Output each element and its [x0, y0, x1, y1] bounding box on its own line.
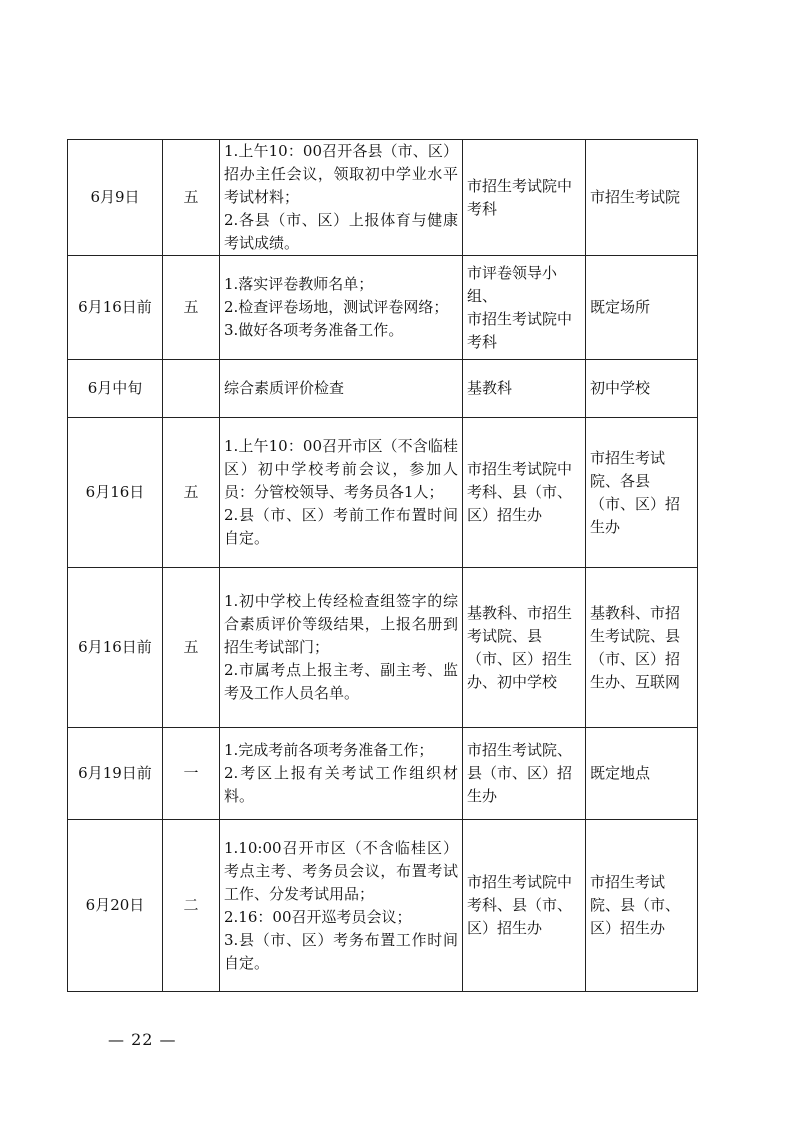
responsible-line: 基教科、市招生考试院、县（市、区）招生办、初中学校 [467, 603, 573, 691]
location-cell [586, 418, 698, 568]
weekday-cell: 五 [163, 418, 220, 568]
location-line: 市招生考试院、各县（市、区）招生办 [590, 448, 681, 536]
task-line: 1.10:00召开市区（不含临桂区）考点主考、考务员会议，布置考试工作、分发考试用品； [224, 838, 458, 903]
responsible-line: 基教科 [467, 379, 513, 397]
date-cell: 6月16日 [68, 418, 163, 568]
task-line: 3.做好各项考务准备工作。 [224, 321, 404, 339]
task-line: 2.各县（市、区）上报体育与健康考试成绩。 [224, 211, 458, 252]
location-line: 基教科、市招生考试院、县（市、区）招生办、互联网 [590, 603, 681, 691]
responsible-cell [463, 360, 586, 418]
responsible-cell [463, 728, 586, 820]
task-line: 1.上午10：00召开市区（不含临桂区）初中学校考前会议，参加人员：分管校领导、考务员各1人； [224, 437, 458, 501]
date-cell: 6月中旬 [68, 360, 163, 418]
task-line: 1.初中学校上传经检查组签字的综合素质评价等级结果，上报名册到招生考试部门； [224, 592, 458, 656]
task-line: 2.检查评卷场地，测试评卷网络； [224, 298, 449, 316]
responsible-line: 市招生考试院中考科、县（市、区）招生办 [467, 460, 573, 524]
task-line: 3.县（市、区）考务布置工作时间自定。 [224, 930, 458, 972]
task-cell [220, 418, 463, 568]
task-line: 1.上午10：00召开各县（市、区）招办主任会议，领取初中学业水平考试材料； [224, 142, 458, 206]
responsible-cell [463, 256, 586, 360]
schedule-table [67, 139, 698, 992]
task-line: 2.考区上报有关考试工作组织材料。 [224, 764, 458, 805]
task-line: 2.16：00召开巡考员会议； [224, 907, 412, 926]
task-line: 2.县（市、区）考前工作布置时间自定。 [224, 506, 458, 547]
schedule-body [68, 140, 698, 992]
table-row [68, 728, 698, 820]
responsible-cell [463, 820, 586, 992]
weekday-cell [163, 360, 220, 418]
location-cell [586, 140, 698, 256]
weekday-cell: 五 [163, 256, 220, 360]
table-row [68, 568, 698, 728]
responsible-line: 市招生考试院中考科 [467, 309, 573, 351]
responsible-line: 市招生考试院中考科、县（市、区）招生办 [467, 873, 573, 937]
location-line: 既定地点 [590, 764, 651, 782]
weekday-cell: 五 [163, 568, 220, 728]
location-line: 初中学校 [590, 379, 651, 397]
date-cell: 6月20日 [68, 820, 163, 992]
responsible-cell [463, 140, 586, 256]
location-cell [586, 256, 698, 360]
responsible-line: 市招生考试院、 [467, 741, 573, 759]
task-cell [220, 140, 463, 256]
page-number: — 22 — [108, 1030, 177, 1049]
responsible-cell [463, 568, 586, 728]
table-row [68, 820, 698, 992]
table-row [68, 140, 698, 256]
responsible-cell [463, 418, 586, 568]
task-line: 2.市属考点上报主考、副主考、监考及工作人员名单。 [224, 661, 458, 702]
weekday-cell: 二 [163, 820, 220, 992]
task-line: 1.落实评卷教师名单； [224, 275, 374, 293]
location-line: 既定场所 [590, 298, 651, 316]
location-line: 市招生考试院 [590, 188, 681, 206]
location-cell [586, 820, 698, 992]
task-line: 综合素质评价检查 [224, 379, 345, 397]
task-line: 1.完成考前各项考务准备工作； [224, 741, 434, 759]
task-cell [220, 256, 463, 360]
location-cell [586, 728, 698, 820]
responsible-line: 市招生考试院中考科 [467, 176, 573, 218]
responsible-line: 县（市、区）招生办 [467, 764, 573, 805]
weekday-cell: 一 [163, 728, 220, 820]
task-cell [220, 728, 463, 820]
weekday-cell: 五 [163, 140, 220, 256]
date-cell: 6月16日前 [68, 256, 163, 360]
table-row [68, 418, 698, 568]
location-cell [586, 360, 698, 418]
task-cell [220, 820, 463, 992]
task-cell [220, 360, 463, 418]
date-cell: 6月16日前 [68, 568, 163, 728]
task-cell [220, 568, 463, 728]
responsible-line: 市评卷领导小组、 [467, 263, 558, 305]
date-cell: 6月19日前 [68, 728, 163, 820]
location-cell [586, 568, 698, 728]
table-row [68, 360, 698, 418]
location-line: 市招生考试院、县（市、区）招生办 [590, 873, 681, 937]
date-cell: 6月9日 [68, 140, 163, 256]
table-row [68, 256, 698, 360]
